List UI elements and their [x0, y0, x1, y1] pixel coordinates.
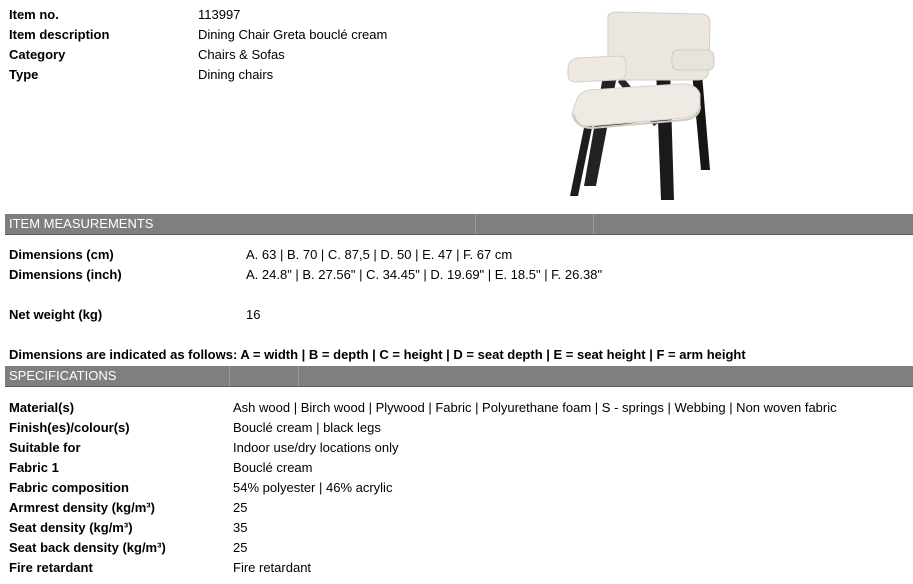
- fabric-1-label: Fabric 1: [9, 460, 59, 475]
- fabric-composition-label: Fabric composition: [9, 480, 129, 495]
- item-measurements-header: [5, 214, 913, 235]
- fabric-1-value: Bouclé cream: [233, 460, 313, 475]
- specifications-title: SPECIFICATIONS: [9, 368, 117, 383]
- dimensions-cm-label: Dimensions (cm): [9, 247, 114, 262]
- seat-back-density-value: 25: [233, 540, 248, 555]
- armrest-density-value: 25: [233, 500, 248, 515]
- dimensions-cm-value: A. 63 | B. 70 | C. 87,5 | D. 50 | E. 47 | F. 67 cm: [246, 247, 513, 262]
- type-label: Type: [9, 67, 39, 82]
- bar-divider: [229, 366, 230, 386]
- dimensions-inch-value: A. 24.8" | B. 27.56" | C. 34.45" | D. 19.69" | E. 18.5" | F. 26.38": [246, 267, 603, 282]
- item-measurements-title: ITEM MEASUREMENTS: [9, 216, 154, 231]
- seat-density-value: 35: [233, 520, 248, 535]
- bar-divider: [298, 366, 299, 386]
- category-label: Category: [9, 47, 66, 62]
- item-description-label: Item description: [9, 27, 110, 42]
- chair-photo-icon: [560, 10, 720, 200]
- item-description-value: Dining Chair Greta bouclé cream: [198, 27, 388, 42]
- armrest-density-label: Armrest density (kg/m³): [9, 500, 155, 515]
- seat-back-density-label: Seat back density (kg/m³): [9, 540, 166, 555]
- bar-divider: [593, 214, 594, 234]
- category-value: Chairs & Sofas: [198, 47, 285, 62]
- dimensions-legend: Dimensions are indicated as follows: A = width | B = depth | C = height | D = seat depth | E = seat height | F = arm height: [9, 347, 746, 362]
- dimensions-inch-label: Dimensions (inch): [9, 267, 122, 282]
- bar-divider: [475, 214, 476, 234]
- type-value: Dining chairs: [198, 67, 274, 82]
- item-no-label: Item no.: [9, 7, 59, 22]
- net-weight-value: 16: [246, 307, 261, 322]
- finish-label: Finish(es)/colour(s): [9, 420, 130, 435]
- net-weight-label: Net weight (kg): [9, 307, 103, 322]
- item-no-value: 113997: [198, 7, 241, 22]
- suitable-for-value: Indoor use/dry locations only: [233, 440, 399, 455]
- fabric-composition-value: 54% polyester | 46% acrylic: [233, 480, 393, 495]
- materials-label: Material(s): [9, 400, 75, 415]
- specifications-header: [5, 366, 913, 387]
- fire-retardant-label: Fire retardant: [9, 560, 93, 575]
- suitable-for-label: Suitable for: [9, 440, 81, 455]
- seat-density-label: Seat density (kg/m³): [9, 520, 133, 535]
- finish-value: Bouclé cream | black legs: [233, 420, 381, 435]
- materials-value: Ash wood | Birch wood | Plywood | Fabric | Polyurethane foam | S - springs | Webbing | Non woven fabric: [233, 400, 837, 415]
- fire-retardant-value: Fire retardant: [233, 560, 312, 575]
